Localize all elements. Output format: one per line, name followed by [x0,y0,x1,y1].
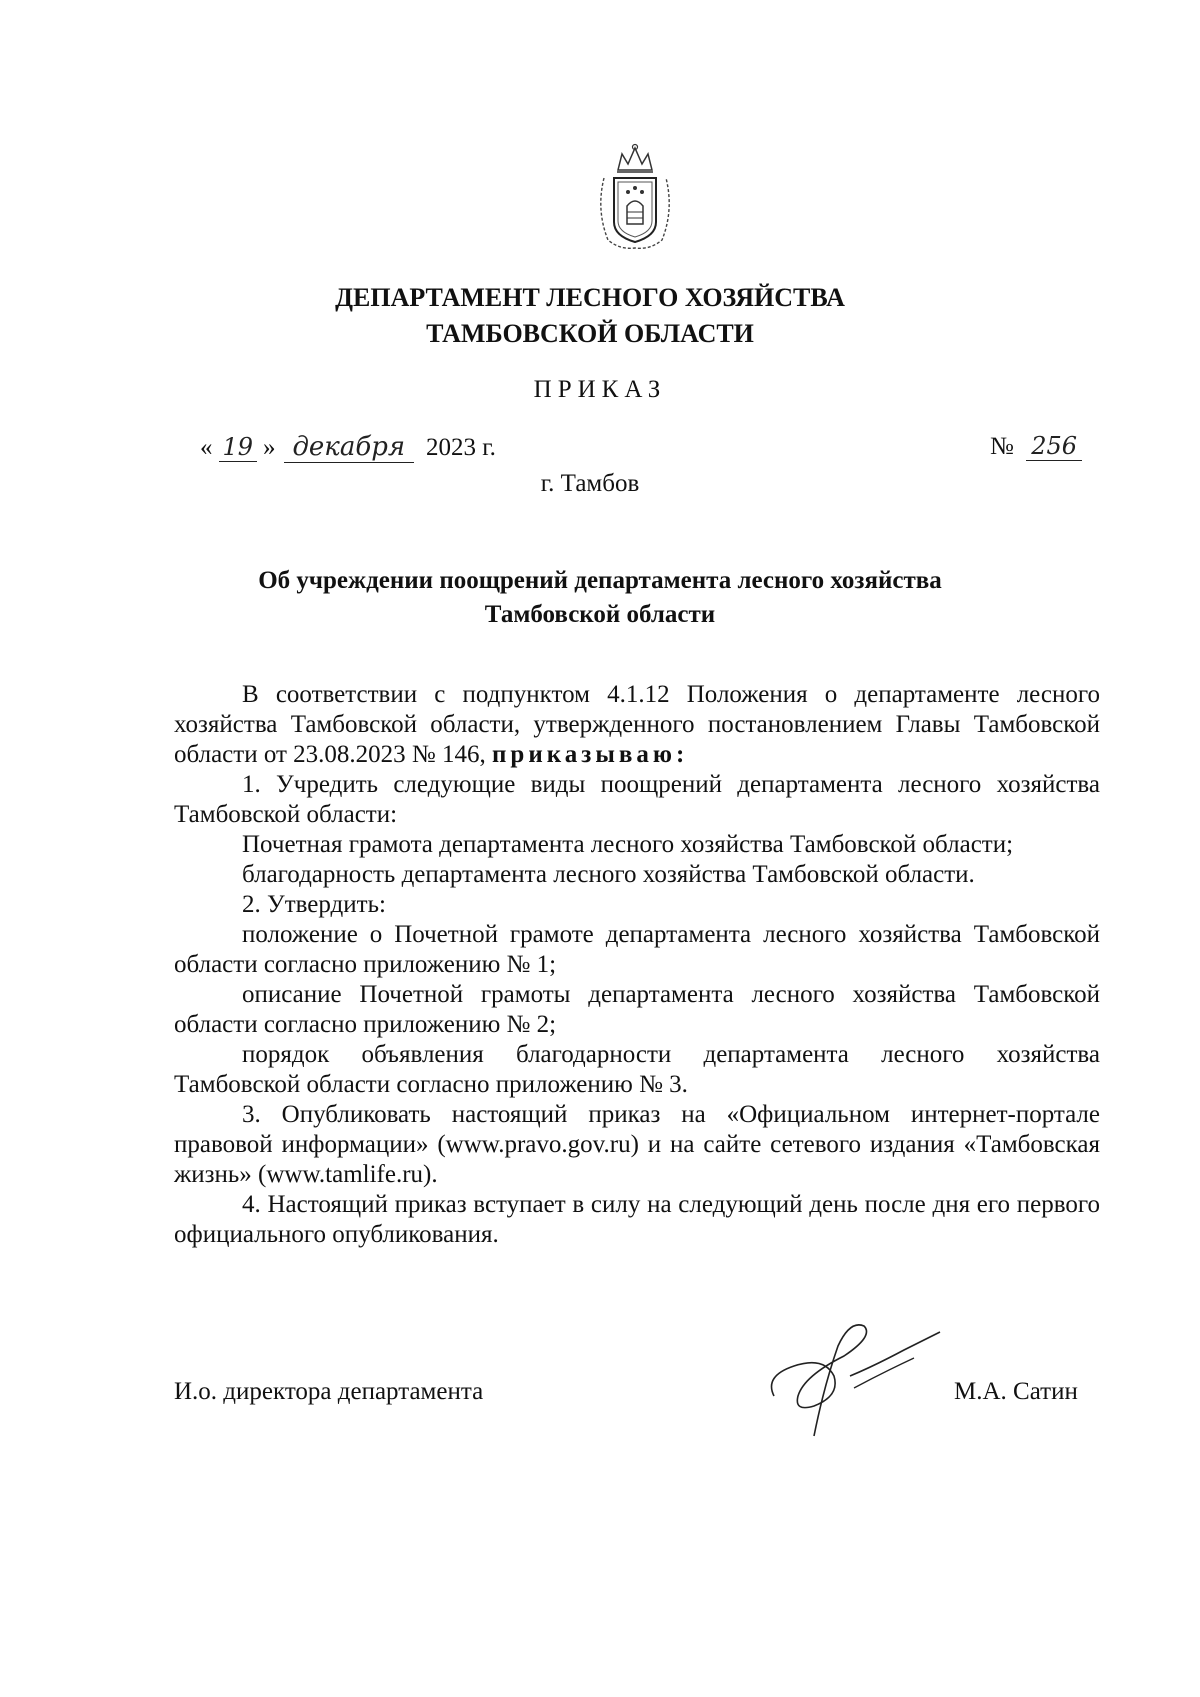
order-subject [0,564,1200,632]
subject-line-1: Об учреждении поощрений департамента лесного хозяйства [258,567,942,594]
item-1: 1. Учредить следующие виды поощрений департамента лесного хозяйства Тамбовской области: [174,771,1100,828]
order-number [990,432,1082,461]
city [0,470,1200,498]
department-line-2: ТАМБОВСКОЙ ОБЛАСТИ [426,319,754,348]
department-name [0,280,1200,352]
intro-paragraph [174,680,1100,770]
item-4: 4. Настоящий приказ вступает в силу на следующий день после дня его первого официального опубликования. [174,1191,1100,1248]
order-month: декабря [284,432,414,463]
city-text: г. Тамбов [540,470,640,497]
signer-role: И.о. директора департамента [174,1378,484,1405]
document-type: ПРИКАЗ [533,376,667,403]
signer-name: М.А. Сатин [954,1378,1078,1405]
order-body [174,680,1100,1250]
order-year: 2023 г. [426,434,496,461]
item-3: 3. Опубликовать настоящий приказ на «Официальном интернет-портале правовой информации» (www.pravo.gov.ru) и на сайте сетевого издания «Тамбовская жизнь» (www.tamlife.ru). [174,1101,1100,1188]
order-word: приказываю: [492,741,689,768]
order-day: 19 [219,433,257,462]
item-2-a: положение о Почетной грамоте департамента лесного хозяйства Тамбовской области согласно приложению № 1; [174,921,1100,978]
coat-of-arms-icon [590,140,680,252]
department-line-1: ДЕПАРТАМЕНТ ЛЕСНОГО ХОЗЯЙСТВА [335,283,845,312]
order-date [200,432,496,463]
intro-text: В соответствии с подпунктом 4.1.12 Положения о департаменте лесного хозяйства Тамбовской области, утвержденного постановлением Главы Тамбовской области от 23.08.2023 № 146, [174,681,1100,768]
item-2-b: описание Почетной грамоты департамента лесного хозяйства Тамбовской области согласно приложению № 2; [174,981,1100,1038]
quote-close: » [263,434,276,461]
subject-line-2: Тамбовской области [484,601,716,628]
item-2-c: порядок объявления благодарности департамента лесного хозяйства Тамбовской области согласно приложению № 3. [174,1041,1100,1098]
item-1-b: благодарность департамента лесного хозяйства Тамбовской области. [242,861,975,888]
item-2: 2. Утвердить: [242,891,386,918]
number-label: № [990,433,1014,460]
quote-open: « [200,434,213,461]
item-1-a: Почетная грамота департамента лесного хозяйства Тамбовской области; [242,831,1014,858]
handwritten-signature-icon [754,1306,954,1446]
number-value: 256 [1026,432,1082,461]
